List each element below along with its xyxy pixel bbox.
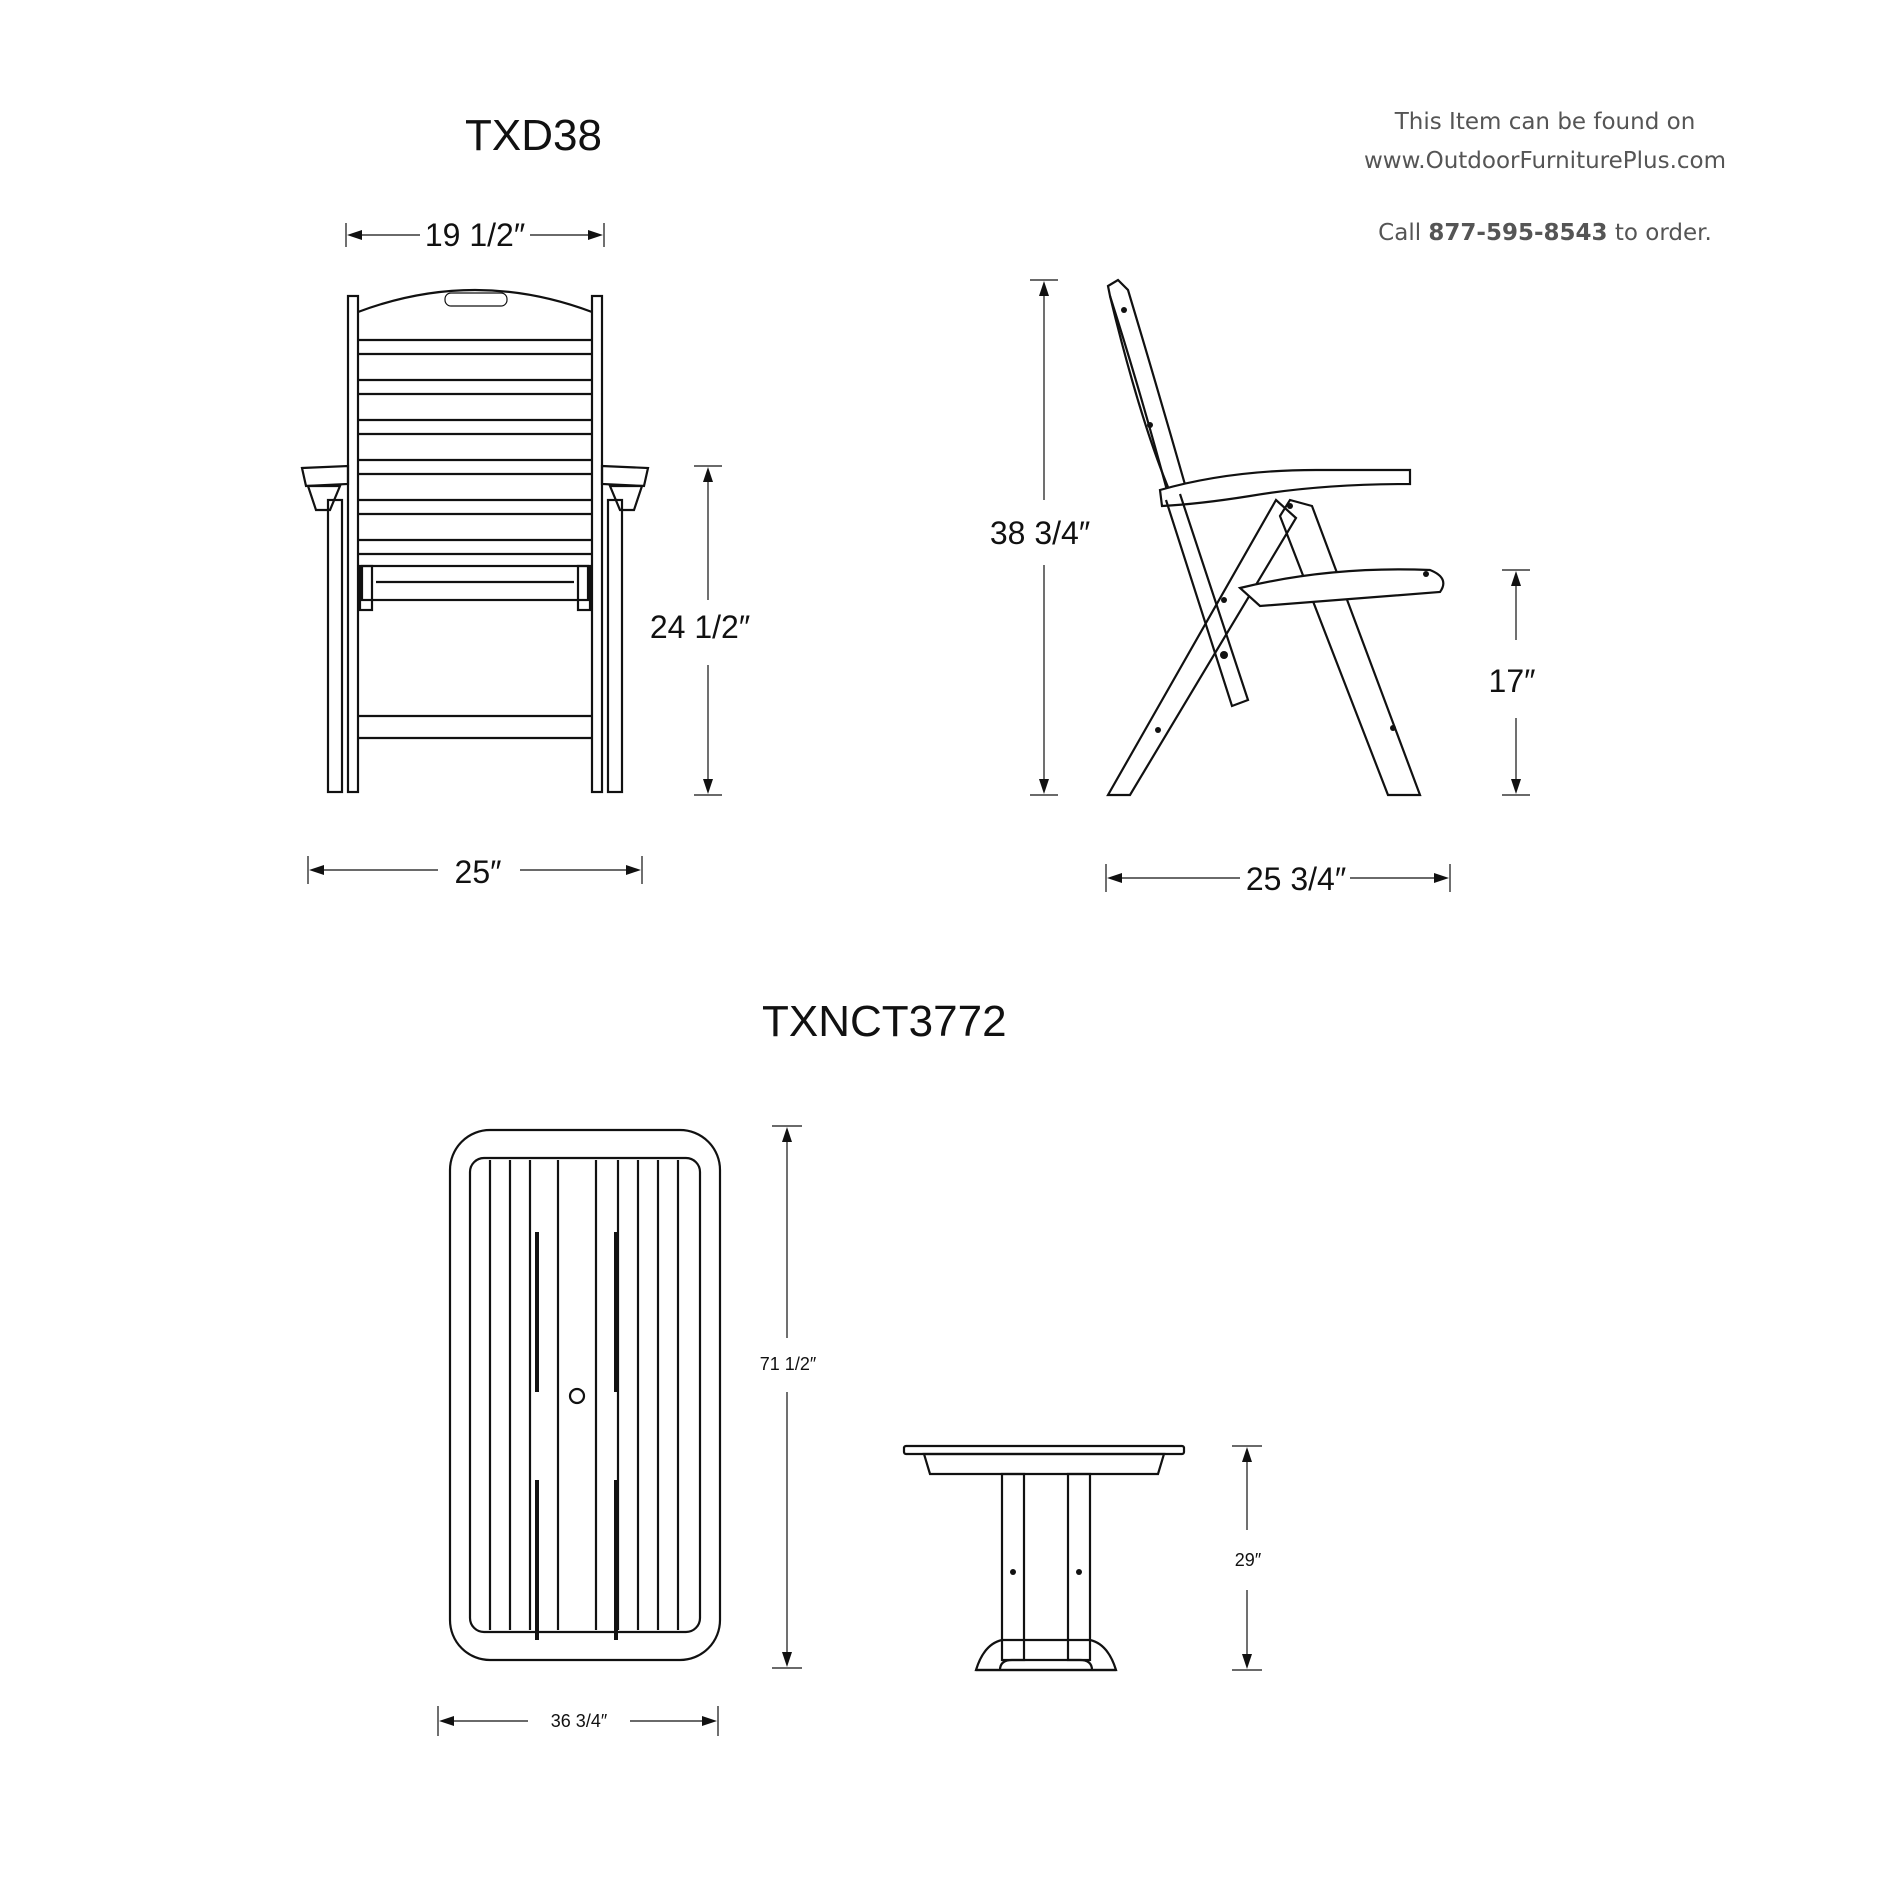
dim-table-width: 36 3/4″ (550, 1711, 608, 1731)
promo-url: www.OutdoorFurniturePlus.com (1363, 148, 1727, 174)
dim-table-height: 29″ (1234, 1550, 1262, 1570)
dim-chair-base-width: 25″ (454, 854, 502, 890)
promo-call (1378, 220, 1712, 246)
promo-line-1: This Item can be found on (1394, 109, 1696, 135)
dim-chair-arm-height: 24 1/2″ (649, 609, 751, 645)
dim-chair-back-width: 19 1/2″ (424, 217, 526, 253)
table-top-view (450, 1130, 720, 1660)
promo-call-prefix: Call (1378, 220, 1429, 246)
chair-side-view (1108, 280, 1443, 795)
table-side-view (904, 1446, 1184, 1670)
promo-call-suffix: to order. (1607, 220, 1712, 246)
dim-table-length: 71 1/2″ (759, 1354, 817, 1374)
table-model-title: TXNCT3772 (762, 997, 1007, 1046)
dim-chair-overall-height: 38 3/4″ (989, 515, 1091, 551)
dim-chair-depth: 25 3/4″ (1245, 861, 1347, 897)
chair-front-view (302, 290, 648, 792)
dimension-lines (308, 223, 1530, 1736)
promo-block (1364, 109, 1726, 246)
promo-phone: 877-595-8543 (1428, 220, 1608, 246)
chair-model-title: TXD38 (465, 111, 602, 160)
dim-chair-seat-height: 17″ (1488, 663, 1536, 699)
